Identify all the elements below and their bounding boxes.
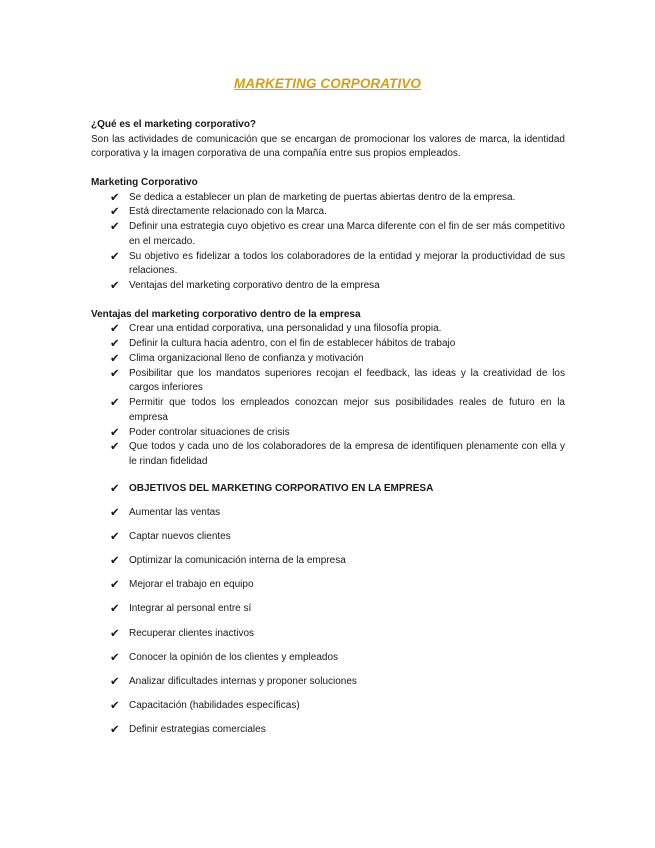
list-item: ✔ Integrar al personal entre sí xyxy=(110,603,252,616)
check-icon: ✔ xyxy=(110,627,120,640)
section2-heading: Ventajas del marketing corporativo dentro de la empresa xyxy=(91,308,361,320)
list-item: ✔ Posibilitar que los mandatos superiores recojan el feedback, las ideas y la creatividad de los cargos inferiores xyxy=(110,367,565,394)
list-item: ✔ Aumentar las ventas xyxy=(110,506,221,519)
list-item: ✔ Definir una estrategia cuyo objetivo es crear una Marca diferente con el fin de ser más competitivo en el mercado. xyxy=(110,221,565,247)
check-icon: ✔ xyxy=(110,555,120,568)
list-item: ✔ Crear una entidad corporativa, una personalidad y una filosofía propia. xyxy=(110,323,442,336)
check-icon: ✔ xyxy=(110,367,120,380)
document-body xyxy=(91,118,565,748)
check-icon: ✔ xyxy=(110,397,120,410)
list-item: ✔ Su objetivo es fidelizar a todos los colaboradores de la entidad y mejorar la productividad de sus relaciones. xyxy=(110,250,565,277)
check-icon: ✔ xyxy=(110,530,120,543)
list-item: ✔ Poder controlar situaciones de crisis xyxy=(110,426,290,439)
check-icon: ✔ xyxy=(110,651,120,664)
list-item: ✔ Capacitación (habilidades específicas) xyxy=(110,700,300,713)
check-icon: ✔ xyxy=(110,482,120,495)
check-icon: ✔ xyxy=(110,603,120,616)
page-title: MARKETING CORPORATIVO xyxy=(233,76,422,91)
check-icon: ✔ xyxy=(110,279,120,292)
check-icon: ✔ xyxy=(110,426,120,439)
check-icon: ✔ xyxy=(110,206,120,219)
check-icon: ✔ xyxy=(110,579,120,592)
list-item: ✔ Optimizar la comunicación interna de la empresa xyxy=(110,555,346,568)
check-icon: ✔ xyxy=(110,676,120,688)
section2-list xyxy=(91,322,565,469)
check-icon: ✔ xyxy=(110,700,120,713)
list-item: ✔ Mejorar el trabajo en equipo xyxy=(110,579,254,592)
check-icon: ✔ xyxy=(110,323,120,336)
list-item: ✔ Conocer la opinión de los clientes y empleados xyxy=(110,651,339,664)
list-item: ✔ Que todos y cada uno de los colaboradores de la empresa de identifiquen plenamente con ella y le rindan fidelidad xyxy=(110,441,565,467)
check-icon: ✔ xyxy=(110,506,120,519)
list-item: ✔ Captar nuevos clientes xyxy=(110,530,231,543)
objectives-list xyxy=(91,482,565,738)
list-item: ✔ Ventajas del marketing corporativo dentro de la empresa xyxy=(110,279,380,292)
intro-answer: Son las actividades de comunicación que se encargan de promocionar los valores de marca, la identidad corporativa y la imagen corporativa de una compañía entre sus propios empleados. xyxy=(91,133,565,160)
list-item: ✔ Permitir que todos los empleados conozcan mejor sus posibilidades reales de futuro en la empresa xyxy=(110,397,565,423)
check-icon: ✔ xyxy=(110,250,120,263)
check-icon: ✔ xyxy=(110,724,120,737)
objectives-heading: ✔ OBJETIVOS DEL MARKETING CORPORATIVO EN LA EMPRESA xyxy=(110,482,434,495)
check-icon: ✔ xyxy=(110,338,120,351)
check-icon: ✔ xyxy=(110,221,120,234)
list-item: ✔ Está directamente relacionado con la Marca. xyxy=(110,206,327,219)
list-item: ✔ Definir la cultura hacia adentro, con el fin de establecer hábitos de trabajo xyxy=(110,338,456,351)
list-item: ✔ Analizar dificultades internas y proponer soluciones xyxy=(110,676,357,688)
section1-heading: Marketing Corporativo xyxy=(91,176,198,188)
check-icon: ✔ xyxy=(110,353,120,365)
check-icon: ✔ xyxy=(110,191,120,204)
section1-list xyxy=(91,191,565,294)
check-icon: ✔ xyxy=(110,441,120,454)
list-item: ✔ Se dedica a establecer un plan de marketing de puertas abiertas dentro de la empresa. xyxy=(110,191,516,204)
list-item: ✔ Definir estrategias comerciales xyxy=(110,724,266,737)
intro-question: ¿Qué es el marketing corporativo? xyxy=(91,119,257,130)
list-item: ✔ Clima organizacional lleno de confianza y motivación xyxy=(110,353,364,365)
list-item: ✔ Recuperar clientes inactivos xyxy=(110,627,255,640)
